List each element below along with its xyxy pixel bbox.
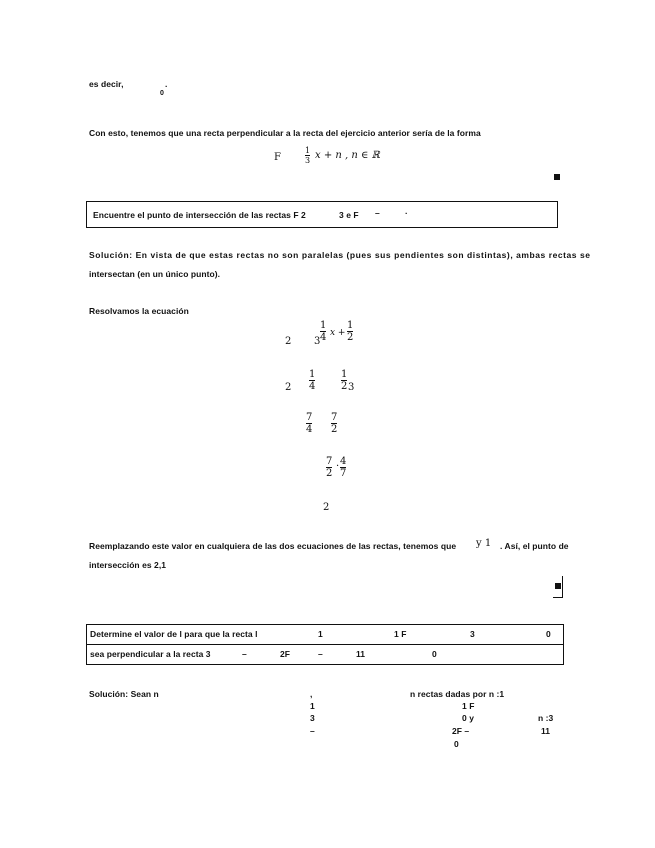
solution2-i: – — [310, 726, 315, 736]
period: . — [165, 79, 168, 89]
exercise-box-intersection — [86, 201, 558, 228]
solution2-l: 0 — [454, 739, 459, 749]
solution2-j: 2F – — [452, 726, 470, 736]
eq-r3-frac1 — [306, 412, 312, 435]
reemplazando-y-value: y 1 — [476, 538, 492, 549]
solution2-k: 11 — [541, 726, 551, 736]
eq-r3-frac2 — [331, 412, 337, 435]
solution2-rectas: n rectas dadas por n :1 — [410, 689, 505, 699]
eq-r1-f1-num: 1 — [320, 320, 327, 331]
box2-row2-d: – — [318, 649, 323, 659]
eq-r3-f2-den: 2 — [331, 424, 338, 435]
eq-r4-frac2 — [340, 456, 346, 479]
eq-r3-f1-den: 4 — [306, 424, 313, 435]
eq-r2-frac1 — [309, 369, 315, 392]
eq-r2-f1-den: 4 — [309, 381, 316, 392]
eq-r2-tail: 3 — [348, 382, 355, 393]
solution2-start: Solución: Sean n — [89, 689, 159, 699]
box2-row2-c: 2F — [280, 649, 291, 659]
solution1-line2: intersectan (en un único punto). — [89, 269, 220, 279]
eq-r4-f1-den: 2 — [326, 468, 333, 479]
eq-r1-f2-num: 1 — [347, 320, 354, 331]
box2-row1-text: Determine el valor de l para que la recta l — [90, 629, 258, 639]
box2-row1-c: 1 F — [394, 629, 407, 639]
eq-r4-frac1 — [326, 456, 332, 479]
eq1-frac-num: 1 — [305, 146, 311, 155]
eq1-fraction — [305, 146, 310, 165]
eq-r1-f1-den: 4 — [320, 332, 327, 343]
box2-row2-b: – — [242, 649, 247, 659]
eq-r1-op: x + — [330, 328, 346, 338]
eq1-lhs: F — [274, 152, 281, 163]
solution2-e: 1 — [310, 701, 315, 711]
eq-r4-dot: · — [336, 461, 340, 472]
eq1-rest: x + n , n ∈ ℝ — [315, 150, 380, 161]
eq-r3-f1-num: 7 — [306, 412, 313, 423]
eq-r4-f2-num: 4 — [340, 456, 347, 467]
eq-r1-a: 2 — [285, 336, 292, 347]
box2-row1-d: 3 — [470, 629, 475, 639]
solution2-d: 1 F — [462, 701, 475, 711]
subscript-zero: 0 — [160, 90, 164, 97]
box2-row1-e: 0 — [546, 629, 551, 639]
eq-r1-f2-den: 2 — [347, 332, 354, 343]
eq-r4-f2-den: 7 — [340, 468, 347, 479]
eq-r2-frac2 — [341, 369, 347, 392]
box2-divider — [87, 644, 563, 645]
eq-r5: 2 — [323, 502, 330, 513]
intersection-point-text: intersección es 2,1 — [89, 560, 167, 570]
exercise-intersection-dot: · — [405, 208, 408, 218]
solution2-comma: , — [310, 689, 313, 699]
eq-r1-frac2 — [347, 320, 353, 343]
solution2-h: n :3 — [538, 713, 554, 723]
eq-r2-a: 2 — [285, 382, 292, 393]
reemplazando-text: Reemplazando este valor en cualquiera de las dos ecuaciones de las rectas, tenemos que — [89, 541, 457, 551]
solution2-g: 0 y — [462, 713, 474, 723]
exercise-intersection-text: Encuentre el punto de intersección de las rectas F 2 — [93, 210, 306, 220]
es-decir-text: es decir, — [89, 79, 124, 89]
eq-r3-f2-num: 7 — [331, 412, 338, 423]
end-of-proof-icon — [554, 174, 560, 180]
exercise-intersection-dash: – — [375, 208, 380, 218]
exercise-box-perpendicular — [86, 624, 564, 665]
eq-r2-f2-den: 2 — [341, 381, 348, 392]
eq-r1-frac1 — [320, 320, 326, 343]
eq-r4-f1-num: 7 — [326, 456, 333, 467]
solution1-line1: Solución: En vista de que estas rectas no son paralelas (pues sus pendientes son distintas), ambas rectas se — [89, 250, 591, 260]
perpendicular-intro-text: Con esto, tenemos que una recta perpendicular a la recta del ejercicio anterior sería de la forma — [89, 128, 481, 138]
eq-r2-f1-num: 1 — [309, 369, 316, 380]
solution2-f: 3 — [310, 713, 315, 723]
exercise-intersection-mid: 3 e F — [339, 210, 359, 220]
eq-r1-b: 3 — [314, 336, 321, 347]
eq1-frac-den: 3 — [305, 156, 311, 165]
box2-row2-f: 0 — [432, 649, 437, 659]
eq-r2-f2-num: 1 — [341, 369, 348, 380]
box2-row1-b: 1 — [318, 629, 323, 639]
resolvamos-text: Resolvamos la ecuación — [89, 306, 189, 316]
end-of-proof-icon-2 — [555, 583, 561, 589]
box2-row2-e: 11 — [356, 649, 366, 659]
box2-row2-text: sea perpendicular a la recta 3 — [90, 649, 211, 659]
reemplazando-tail: . Así, el punto de — [500, 541, 569, 551]
